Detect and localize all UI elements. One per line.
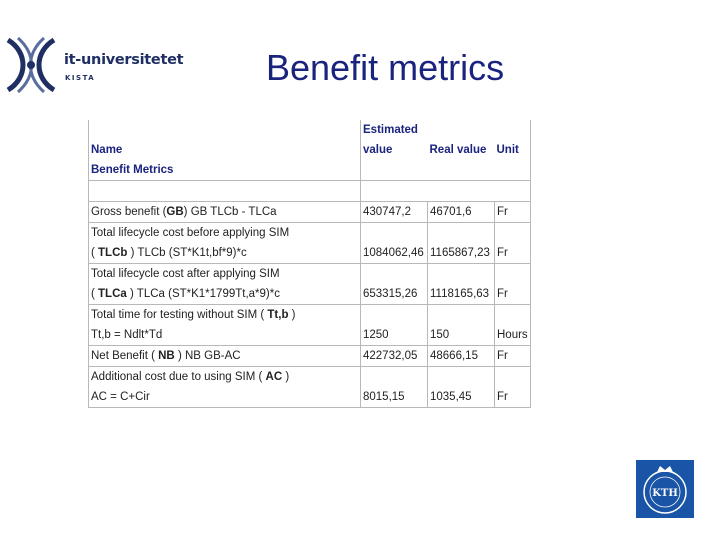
row-name-line2: AC = C+Cir [89,387,361,408]
row-real: 1035,45 [428,387,495,408]
table-header-row-2 [89,140,531,160]
benefit-metrics-table [88,120,531,408]
row-estimated: 422732,05 [361,346,428,367]
table-row-cont [89,387,531,408]
row-name-line1: Additional cost due to using SIM ( AC ) [89,367,361,388]
row-name-line1: Total time for testing without SIM ( Tt,b ) [89,305,361,326]
row-real: 48666,15 [428,346,495,367]
spacer-row [89,181,531,202]
row-real: 150 [428,325,495,346]
header-name: Name [89,140,361,160]
row-unit: Hours [495,325,531,346]
row-name-line2: ( TLCb ) TLCb (ST*K1t,bf*9)*c [89,243,361,264]
row-estimated: 1250 [361,325,428,346]
header-estimated: Estimated [361,120,428,140]
table-row-cont [89,243,531,264]
header-unit: Unit [495,140,531,160]
row-estimated: 8015,15 [361,387,428,408]
row-real: 1165867,23 [428,243,495,264]
table-row [89,305,531,326]
table-row [89,202,531,223]
row-unit: Fr [495,387,531,408]
logo-name-text: it-universitetet [64,52,184,68]
table-row-cont [89,325,531,346]
row-unit: Fr [495,243,531,264]
row-name-line2: ( TLCa ) TLCa (ST*K1*1799Tt,a*9)*c [89,284,361,305]
it-university-emblem-icon [0,34,62,96]
row-real: 1118165,63 [428,284,495,305]
row-unit: Fr [495,284,531,305]
row-name-line1: Total lifecycle cost after applying SIM [89,264,361,285]
row-name-line2: Tt,b = Ndlt*Td [89,325,361,346]
row-unit: Fr [495,202,531,223]
table-row [89,346,531,367]
row-name: Net Benefit ( NB ) NB GB-AC [89,346,361,367]
kth-logo-text: KTH [652,488,678,499]
table-row [89,367,531,388]
table-row-cont [89,284,531,305]
table-row [89,264,531,285]
header-value: value [361,140,428,160]
kth-logo-icon [636,460,694,518]
row-real: 46701,6 [428,202,495,223]
row-name-line1: Total lifecycle cost before applying SIM [89,223,361,244]
row-estimated: 653315,26 [361,284,428,305]
row-estimated: 1084062,46 [361,243,428,264]
page-title: Benefit metrics [266,47,505,88]
section-row [89,160,531,181]
row-estimated: 430747,2 [361,202,428,223]
section-title: Benefit Metrics [89,160,361,181]
it-university-logo [0,34,184,96]
row-name: Gross benefit (GB) GB TLCb - TLCa [89,202,361,223]
table-row [89,223,531,244]
row-unit: Fr [495,346,531,367]
table-header-row-1 [89,120,531,140]
header-real-value: Real value [429,144,487,156]
logo-sub-text: KISTA [65,74,96,82]
